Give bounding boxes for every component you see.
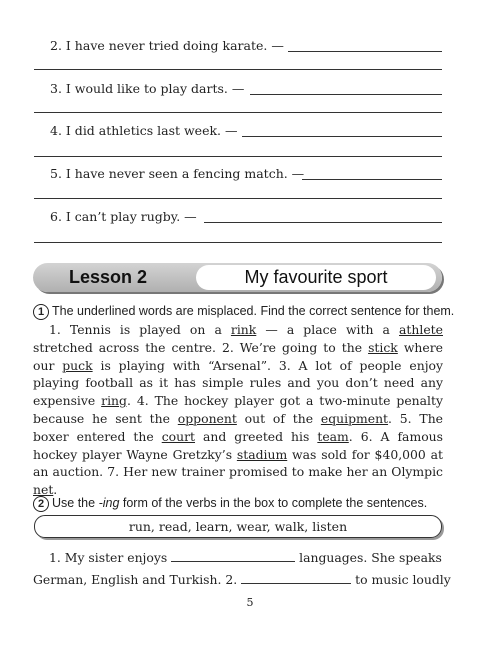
answer-blank[interactable] xyxy=(242,136,442,137)
exercise-item xyxy=(50,121,442,141)
sentence-text: languages. She speaks xyxy=(299,550,442,565)
paragraph-text: . 6. A famous hockey player Wayne Gretzky’s xyxy=(33,428,443,462)
task-2-line-2 xyxy=(33,569,451,591)
underlined-word: equipment xyxy=(320,410,389,426)
exercise-item xyxy=(50,36,442,56)
paragraph-text: where our xyxy=(33,339,443,373)
answer-blank[interactable] xyxy=(171,549,295,562)
answer-line[interactable] xyxy=(34,242,442,243)
exercise-text: 2. I have never tried doing karate. — xyxy=(50,38,284,53)
task-2-instruction xyxy=(33,494,427,512)
underlined-word: stadium xyxy=(236,446,288,462)
answer-line[interactable] xyxy=(34,69,442,70)
exercise-text: 3. I would like to play darts. — xyxy=(50,81,245,96)
paragraph-text: out of the xyxy=(236,410,321,426)
sentence-text: to music loudly xyxy=(355,572,451,587)
task-1-paragraph xyxy=(33,321,443,499)
paragraph-text: 1. Tennis is played on a xyxy=(49,322,231,337)
task-instruction-text: The underlined words are misplaced. Find the correct sentence for them. xyxy=(52,304,455,318)
exercise-item xyxy=(50,207,442,227)
answer-blank[interactable] xyxy=(302,179,442,180)
underlined-word: court xyxy=(161,428,196,444)
answer-line[interactable] xyxy=(34,198,442,199)
task-number-badge: 2 xyxy=(33,496,49,512)
answer-blank[interactable] xyxy=(204,222,442,223)
underlined-word: rink xyxy=(230,322,257,337)
answer-blank[interactable] xyxy=(288,51,442,52)
exercise-text: 5. I have never seen a fencing match. — xyxy=(50,166,305,181)
exercise-item xyxy=(50,164,442,184)
underlined-word: athlete xyxy=(399,322,443,337)
exercise-text: 4. I did athletics last week. — xyxy=(50,123,238,138)
underlined-word: stick xyxy=(368,339,398,355)
answer-blank[interactable] xyxy=(250,94,442,95)
paragraph-text: was sold for $40,000 at an auction. 7. Her new trainer promised to make her an Olympic xyxy=(33,446,443,480)
task-1-instruction xyxy=(33,302,454,320)
underlined-word: ring xyxy=(101,393,127,409)
answer-line[interactable] xyxy=(34,112,442,113)
answer-blank[interactable] xyxy=(241,571,351,584)
underlined-word: net xyxy=(33,482,54,498)
sentence-text: 1. My sister enjoys xyxy=(49,550,168,565)
page-number: 5 xyxy=(246,596,254,609)
task-instruction-pre: Use the xyxy=(52,496,99,510)
underlined-word: opponent xyxy=(177,410,237,426)
paragraph-text: . xyxy=(53,482,58,498)
paragraph-text: . 5. The boxer entered the xyxy=(33,410,444,444)
sentence-text: German, English and Turkish. 2. xyxy=(33,572,238,587)
task-instruction-post: form of the verbs in the box to complete the sentences. xyxy=(119,496,428,510)
lesson-title: My favourite sport xyxy=(196,265,436,290)
underlined-word: team xyxy=(317,428,349,444)
paragraph-text: . 4. The hockey player got a two-minute penalty because he sent the xyxy=(33,393,443,426)
task-instruction-emphasis: -ing xyxy=(98,496,120,510)
exercise-text: 6. I can’t play rugby. — xyxy=(50,209,197,224)
answer-line[interactable] xyxy=(34,156,442,157)
paragraph-text: — a place with a xyxy=(256,322,400,337)
task-2-line-1 xyxy=(33,547,443,569)
word-box: run, read, learn, wear, walk, listen xyxy=(34,515,442,538)
paragraph-text: stretched across the centre. 2. We’re going to the xyxy=(33,339,369,355)
lesson-banner xyxy=(33,263,442,292)
exercise-item xyxy=(50,79,442,99)
paragraph-text: and greeted his xyxy=(195,428,318,444)
lesson-label: Lesson 2 xyxy=(68,267,148,287)
paragraph-text: is playing with “Arsenal”. 3. A lot of people enjoy playing football as it has simple rules and you don’t need any expensive xyxy=(33,357,443,409)
underlined-word: puck xyxy=(62,357,93,373)
task-number-badge: 1 xyxy=(33,304,49,320)
